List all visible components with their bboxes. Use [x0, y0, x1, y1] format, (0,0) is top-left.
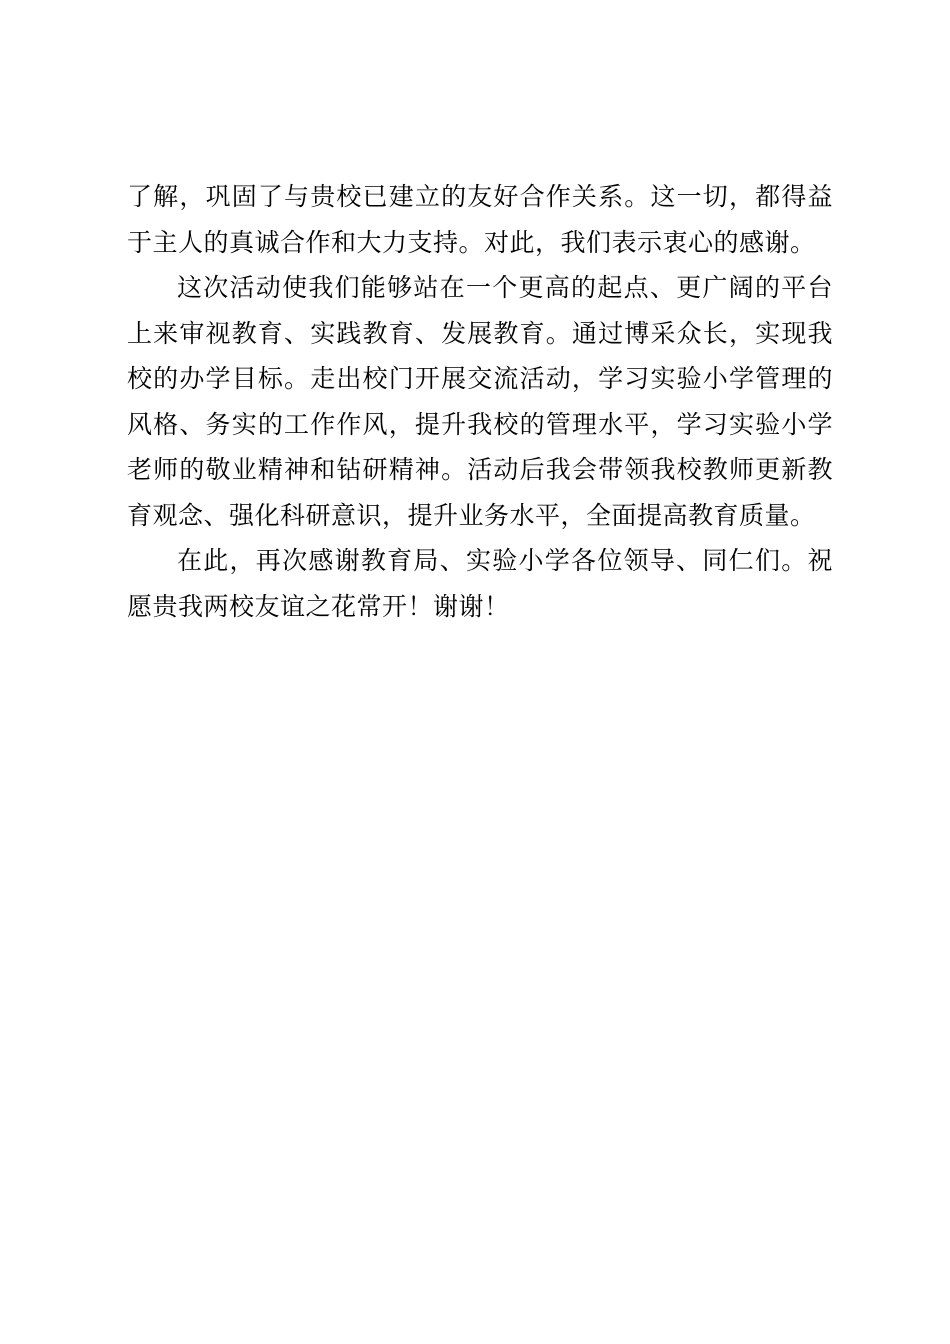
paragraph-closing-thanks: 在此，再次感谢教育局、实验小学各位领导、同仁们。祝愿贵我两校友谊之花常开！谢谢！	[127, 546, 833, 621]
document-body	[127, 174, 833, 629]
paragraph-activity-reflection: 这次活动使我们能够站在一个更高的起点、更广阔的平台上来审视教育、实践教育、发展教育。通过博采众长，实现我校的办学目标。走出校门开展交流活动，学习实验小学管理的风格、务实的工作作风，提升我校的管理水平，学习实验小学老师的敬业精神和钻研精神。活动后我会带领我校教师更新教育观念、强化科研意识，提升业务水平，全面提高教育质量。	[127, 273, 833, 530]
paragraph-continuation: 了解，巩固了与贵校已建立的友好合作关系。这一切，都得益于主人的真诚合作和大力支持。对此，我们表示衷心的感谢。	[127, 182, 833, 257]
